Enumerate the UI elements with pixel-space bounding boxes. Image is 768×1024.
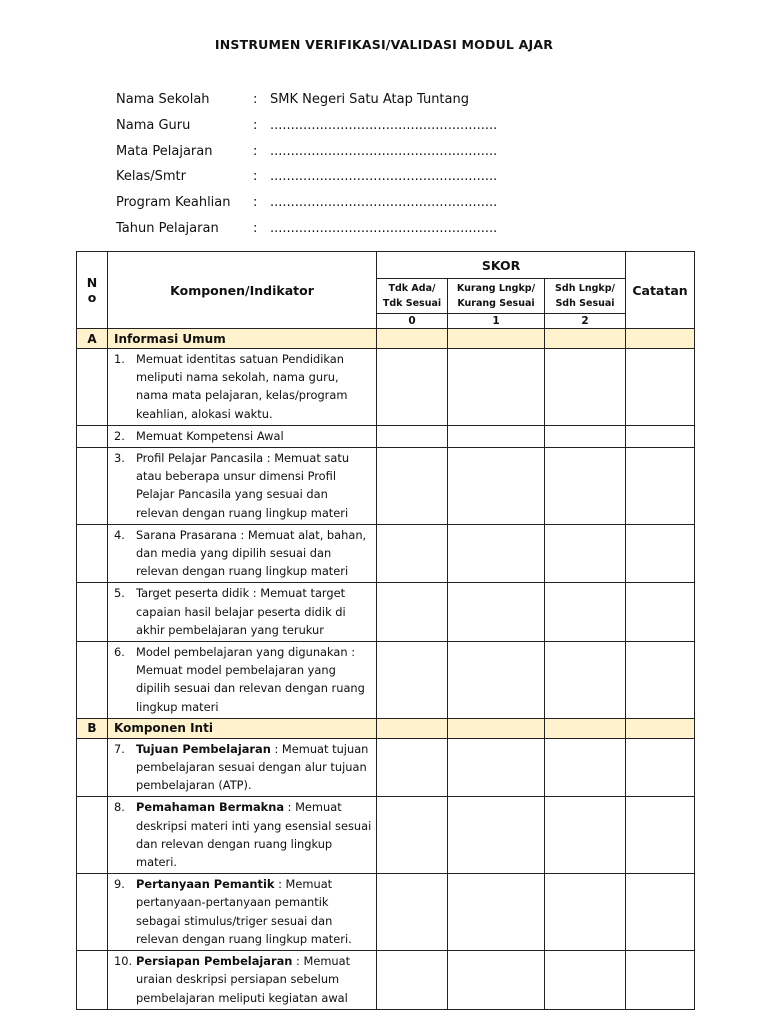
item-number: 9. xyxy=(114,877,125,892)
score-cell[interactable] xyxy=(448,797,545,874)
info-label: Program Keahlian xyxy=(116,195,231,211)
info-row-subject xyxy=(116,138,497,164)
score-cell[interactable] xyxy=(377,448,448,525)
score-cell[interactable] xyxy=(545,524,626,583)
item-row-1 xyxy=(77,349,695,426)
section-title: Komponen Inti xyxy=(108,718,377,738)
score-col-2-value: 2 xyxy=(545,314,626,329)
score-col-1-value: 1 xyxy=(448,314,545,329)
header-component: Komponen/Indikator xyxy=(108,252,377,329)
info-colon: : xyxy=(253,220,258,236)
score-cell[interactable] xyxy=(377,874,448,951)
info-row-year xyxy=(116,215,497,241)
score-col-0-header: Tdk Ada/ Tdk Sesuai xyxy=(377,279,448,314)
notes-cell[interactable] xyxy=(626,524,695,583)
score-cell[interactable] xyxy=(448,425,545,447)
notes-cell[interactable] xyxy=(626,448,695,525)
item-text: Profil Pelajar Pancasila : Memuat satu atau beberapa unsur dimensi Profil Pelajar Pancasila yang sesuai dan relevan dengan ruang lingkup materi xyxy=(136,451,350,520)
header-no-line1: N xyxy=(86,275,98,290)
item-text: Model pembelajaran yang digunakan : Memuat model pembelajaran yang dipilih sesuai dan relevan dengan ruang lingkup materi xyxy=(136,645,365,714)
score-cell[interactable] xyxy=(545,642,626,719)
score-cell[interactable] xyxy=(377,951,448,1010)
item-text: Pemahaman Bermakna : Memuat deskripsi materi inti yang esensial sesuai dan relevan dengan ruang lingkup materi. xyxy=(136,800,372,870)
info-value: ....................................................... xyxy=(270,195,498,211)
item-number: 2. xyxy=(114,428,125,443)
info-value: SMK Negeri Satu Atap Tuntang xyxy=(270,92,469,108)
item-row-6 xyxy=(77,642,695,719)
item-row-5 xyxy=(77,583,695,642)
item-number: 4. xyxy=(114,527,125,542)
info-row-teacher xyxy=(116,113,497,139)
info-row-class xyxy=(116,164,497,190)
section-row-b xyxy=(77,718,695,738)
score-cell[interactable] xyxy=(545,425,626,447)
item-row-8 xyxy=(77,797,695,874)
item-number: 7. xyxy=(114,741,125,756)
item-number: 8. xyxy=(114,800,125,815)
header-score: SKOR xyxy=(377,252,626,279)
score-col-0-value: 0 xyxy=(377,314,448,329)
header-notes: Catatan xyxy=(626,252,695,329)
item-row-2 xyxy=(77,425,695,447)
header-no-line2: o xyxy=(87,290,97,305)
info-value: ....................................................... xyxy=(270,169,498,185)
item-row-3 xyxy=(77,448,695,525)
info-label: Tahun Pelajaran xyxy=(116,220,219,236)
score-cell[interactable] xyxy=(545,874,626,951)
notes-cell[interactable] xyxy=(626,425,695,447)
item-row-7 xyxy=(77,738,695,797)
score-cell[interactable] xyxy=(377,524,448,583)
verification-table xyxy=(76,251,695,1010)
info-row-school xyxy=(116,87,497,113)
info-colon: : xyxy=(253,195,258,211)
score-cell[interactable] xyxy=(377,797,448,874)
item-row-10 xyxy=(77,951,695,1010)
item-number: 3. xyxy=(114,451,125,466)
score-cell[interactable] xyxy=(448,738,545,797)
notes-cell[interactable] xyxy=(626,951,695,1010)
score-cell[interactable] xyxy=(448,874,545,951)
score-cell[interactable] xyxy=(448,524,545,583)
info-colon: : xyxy=(253,118,258,134)
score-cell[interactable] xyxy=(448,642,545,719)
item-text: Persiapan Pembelajaran : Memuat uraian deskripsi persiapan sebelum pembelajaran meliputi kegiatan awal xyxy=(136,954,351,1005)
info-colon: : xyxy=(253,169,258,185)
document-title: INSTRUMEN VERIFIKASI/VALIDASI MODUL AJAR xyxy=(214,37,554,52)
info-label: Nama Sekolah xyxy=(116,92,210,108)
section-code: A xyxy=(77,329,108,349)
item-number: 5. xyxy=(114,586,125,601)
info-value: ....................................................... xyxy=(270,118,498,134)
info-value: ....................................................... xyxy=(270,143,498,159)
info-label: Kelas/Smtr xyxy=(116,169,186,185)
item-text: Pertanyaan Pemantik : Memuat pertanyaan-pertanyaan pemantik sebagai stimulus/triger sesuai dan relevan dengan ruang lingkup materi. xyxy=(136,877,352,946)
score-cell[interactable] xyxy=(377,425,448,447)
item-row-4 xyxy=(77,524,695,583)
info-label: Nama Guru xyxy=(116,118,191,134)
score-cell[interactable] xyxy=(377,642,448,719)
info-row-program xyxy=(116,190,497,216)
item-text: Sarana Prasarana : Memuat alat, bahan, dan media yang dipilih sesuai dan relevan dengan ruang lingkup materi xyxy=(136,527,367,579)
score-cell[interactable] xyxy=(377,349,448,426)
item-number: 10. xyxy=(114,954,133,969)
section-title: Informasi Umum xyxy=(108,329,377,349)
header-no xyxy=(77,252,108,329)
score-cell[interactable] xyxy=(545,738,626,797)
item-number: 6. xyxy=(114,645,125,660)
score-col-2-header: Sdh Lngkp/ Sdh Sesuai xyxy=(545,279,626,314)
score-cell[interactable] xyxy=(545,349,626,426)
score-cell[interactable] xyxy=(377,583,448,642)
info-label: Mata Pelajaran xyxy=(116,143,213,159)
section-code: B xyxy=(77,718,108,738)
item-row-9 xyxy=(77,874,695,951)
item-text: Target peserta didik : Memuat target capaian hasil belajar peserta didik di akhir pembelajaran yang terukur xyxy=(136,586,346,637)
notes-cell[interactable] xyxy=(626,642,695,719)
score-cell[interactable] xyxy=(448,448,545,525)
score-cell[interactable] xyxy=(545,448,626,525)
score-cell[interactable] xyxy=(545,951,626,1010)
notes-cell[interactable] xyxy=(626,797,695,874)
notes-cell[interactable] xyxy=(626,738,695,797)
info-colon: : xyxy=(253,143,258,159)
notes-cell[interactable] xyxy=(626,583,695,642)
score-cell[interactable] xyxy=(545,797,626,874)
score-cell[interactable] xyxy=(448,951,545,1010)
score-cell[interactable] xyxy=(448,583,545,642)
score-cell[interactable] xyxy=(545,583,626,642)
item-text: Tujuan Pembelajaran : Memuat tujuan pembelajaran sesuai dengan alur tujuan pembelajaran (ATP). xyxy=(136,741,369,793)
item-text: Memuat Kompetensi Awal xyxy=(136,428,284,443)
notes-cell[interactable] xyxy=(626,349,695,426)
notes-cell[interactable] xyxy=(626,874,695,951)
info-colon: : xyxy=(253,92,258,108)
score-cell[interactable] xyxy=(377,738,448,797)
section-row-a xyxy=(77,329,695,349)
score-cell[interactable] xyxy=(448,349,545,426)
score-col-1-header: Kurang Lngkp/ Kurang Sesuai xyxy=(448,279,545,314)
item-number: 1. xyxy=(114,352,125,366)
identity-block xyxy=(116,87,497,241)
info-value: ....................................................... xyxy=(270,220,498,236)
item-text: Memuat identitas satuan Pendidikan meliputi nama sekolah, nama guru, nama mata pelajaran, kelas/program keahlian, alokasi waktu. xyxy=(136,352,348,421)
